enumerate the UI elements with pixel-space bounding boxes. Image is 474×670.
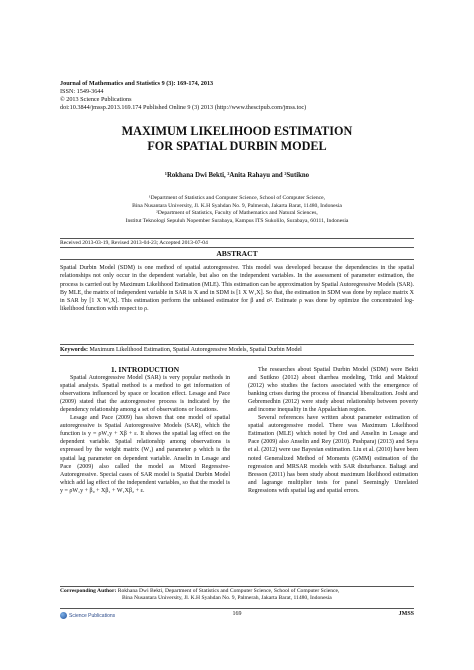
abstract-text: Spatial Durbin Model (SDM) is one method of spatial autoregressive. This model was developed because the dependencies in the spatial relationships not only occur in the dependent variable, but also on the independent variables. In the assessment of parameter estimation, the process is carried out by Maximum Likelihood Estimation (MLE). This estimation can be approximation by Spatial Autoregressive Models (SAR). By MLE, the matrix of independent variable in SAR is X and in SDM is [1 X W₁X]. So that, the estimation in SDM was done by replace matrix X in SAR by [1 X W₁X]. This estimation perform the unbiased estimator for β and σ². Estimate ρ was done by optimize the concentrated log-likelihood function with respect to ρ. <box>60 265 414 313</box>
left-paragraph-2: Lesage and Pace (2009) has shown that one model of spatial autoregressive is Spatial Autoregressive Models (SAR), which the function is y = ρW₁y + Xβ + ε. It shows the spatial lag effect on the dependent variable. Spatial relationship among observations is expressed by the weight matrix (W₁) and parameter ρ which is the spatial lag parameter on dependent variable. Anselin in Lesage and Pace (2009) also called the model as Mixed Regressive-Autoregressive. Special cases of SAR model is Spatial Durbin Model which add lag effect of the independent variables, so that the model is y = ρW₁y + β₀ + Xβ₁ + W₁Xβ₂ + ε. <box>60 415 230 494</box>
journal-abbreviation: JMSS <box>398 611 414 617</box>
journal-doi: doi:10.3844/jmssp.2013.169.174 Published Online 9 (3) 2013 (http://www.thescipub.com/jmss.toc) <box>60 104 307 111</box>
journal-copyright: © 2013 Science Publications <box>60 96 132 103</box>
corresponding-line-1: Rokhana Dwi Bekti, Department of Statistics and Computer Science, School of Computer Science, <box>116 588 340 594</box>
left-column <box>60 366 230 495</box>
authors: ¹Rokhana Dwi Bekti, ²Anita Rahayu and ²Sutikno <box>164 172 310 179</box>
title-line-1: MAXIMUM LIKELIHOOD ESTIMATION <box>121 124 353 138</box>
paper-title <box>40 124 434 154</box>
affiliation-2-line-2: Institut Teknologi Sepuluh Nopember Surabaya, Kampus ITS Sukolilo, Surabaya, 60111, Indonesia <box>125 217 349 224</box>
title-line-2: FOR SPATIAL DURBIN MODEL <box>147 139 327 153</box>
journal-issn: ISSN: 1549-3644 <box>60 88 104 95</box>
left-paragraph-1: Spatial Autoregressive Model (SAR) is very popular methods in spatial analysis. Spatial method is a method to get information of observations influenced by space or location effect. Lesage and Pace (2009) stated that the autoregressive process is indicated by the dependency relationship among a set of observations or locations. <box>60 375 230 414</box>
page-number: 169 <box>232 611 242 617</box>
publisher-name: Science Publications <box>69 612 116 619</box>
corresponding-label: Corresponding Author: <box>60 588 117 594</box>
corresponding-author <box>60 586 414 603</box>
journal-info <box>60 80 420 112</box>
keywords <box>60 344 414 356</box>
keywords-label: Keywords: <box>60 347 88 353</box>
right-paragraph-1: The researches about Spatial Durbin Model (SDM) were Bekti and Sutikno (2012) about diarrhea modeling, Triki and Maktouf (2012) who studies the factors associated with the emergence of banking crises during the process of financial liberalization. Joshi and Gebremedhin (2012) were study about relationship between poverty and income inequality in the Appalachian region. <box>248 367 418 414</box>
keywords-text: Maximum Likelihood Estimation, Spatial Autoregressive Models, Spatial Durbin Model <box>88 347 302 353</box>
affiliation-1-line-2: Bina Nusantara University, Jl. K.H Syahdan No. 9, Palmerah, Jakarta Barat, 11480, Indonesia <box>132 202 342 209</box>
corresponding-line-2: Bina Nusantara University, Jl. K.H Syahdan No. 9, Palmerah, Jakarta Barat, 11480, Indonesia <box>122 595 332 602</box>
right-column <box>248 366 418 495</box>
affiliation-1-line-1: ¹Department of Statistics and Computer Science, School of Computer Science, <box>148 195 326 201</box>
affiliation-2-line-1: ²Department of Statistics, Faculty of Mathematics and Natural Sciences, <box>156 210 318 217</box>
affiliations <box>40 195 434 225</box>
journal-name: Journal of Mathematics and Statistics 9 (3): 169-174, 2013 <box>60 80 214 87</box>
right-paragraph-2: Several references have written about parameter estimation of spatial autoregressive model. There was Maximum Likelihood Estimation (MLE) which noted by Ord and Anselin in Lesage and Pace (2009) also Anselin and Rey (2010). Pushparaj (2013) and Seya et al. (2012) were use Bayesian estimation. Liu et al. (2010) have been noted Generalized Method of Moments (GMM) estimation of the regression and MRSAR models with SAR disturbance. Baltagi and Bresson (2011) has been study about maximum likelihood estimation and lagrange multiplier tests for panel Seemingly Unrelated Regressions with spatial lag and spatial errors. <box>248 415 418 494</box>
page-footer <box>60 608 414 621</box>
abstract-heading: ABSTRACT <box>60 247 414 260</box>
submission-dates: Received 2013-03-19, Revised 2013-04-23; Accepted 2013-07-04 <box>60 238 414 246</box>
introduction-heading: 1. INTRODUCTION <box>110 365 180 374</box>
